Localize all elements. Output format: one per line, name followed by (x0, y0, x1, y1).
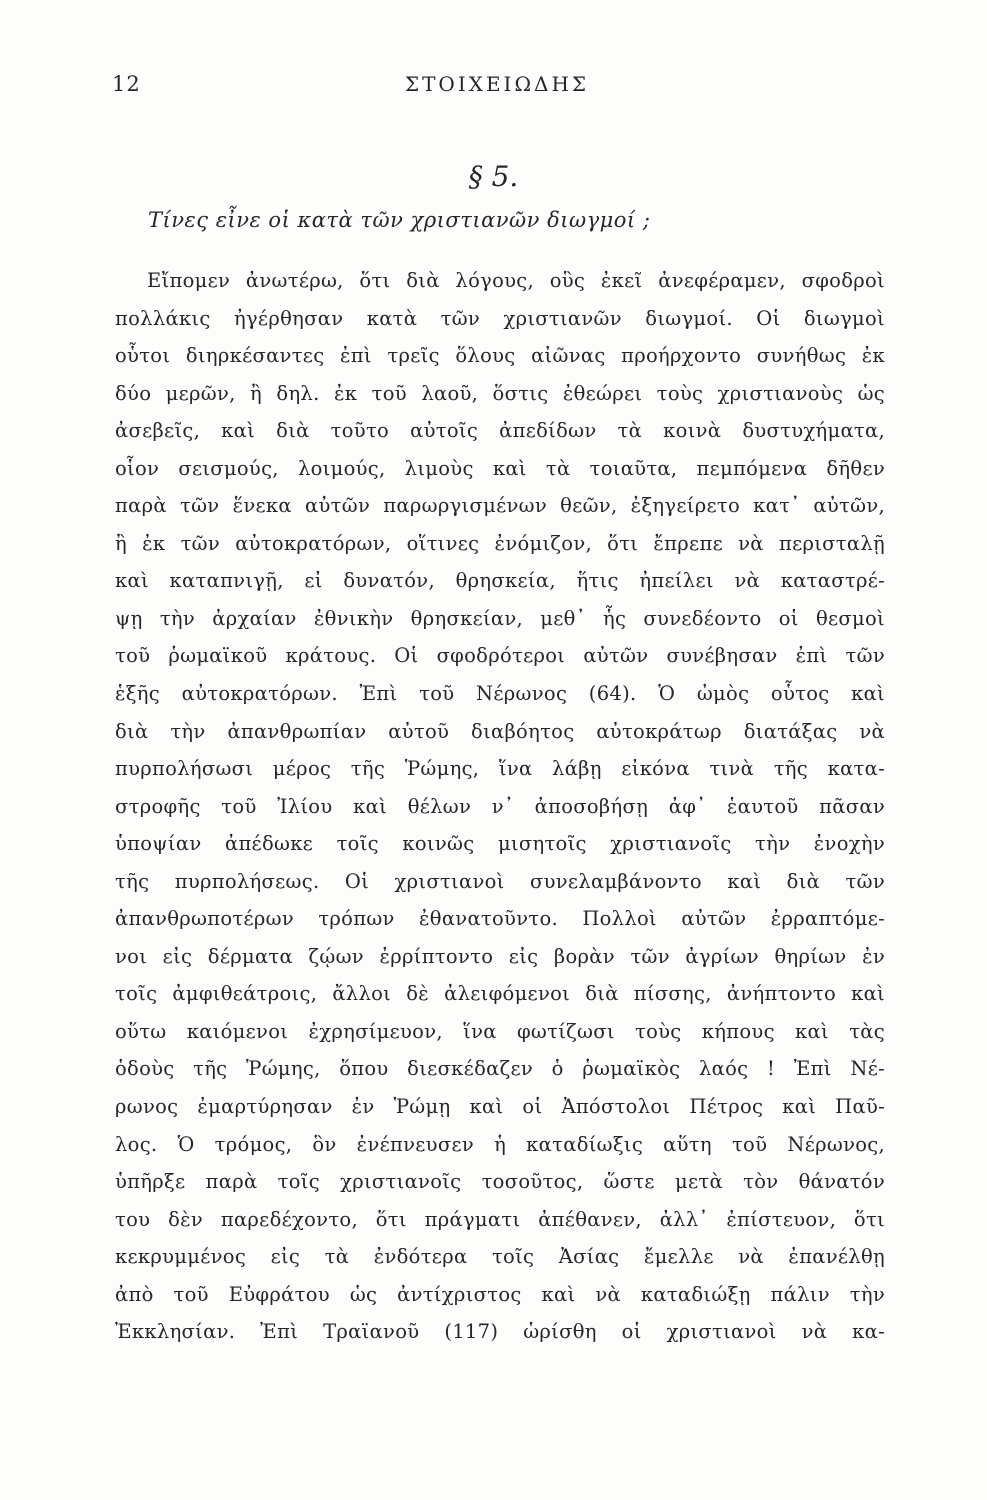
text-line: ὑποψίαν ἀπέδωκε τοῖς κοινῶς μισητοῖς χριστιανοῖς τὴν ἐνοχὴν (115, 832, 885, 856)
text-line: τοῦ ῥωμαϊκοῦ κράτους. Οἱ σφοδρότεροι αὐτῶν συνέβησαν ἐπὶ τῶν (115, 644, 885, 668)
body-text (115, 262, 885, 1351)
text-line: ἀπανθρωποτέρων τρόπων ἐθανατοῦντο. Πολλοὶ αὐτῶν ἐρραπτόμε- (115, 907, 885, 931)
text-line: ἢ ἐκ τῶν αὐτοκρατόρων, οἵτινες ἐνόμιζον, ὅτι ἔπρεπε νὰ περισταλῇ (115, 531, 885, 555)
text-line: του δὲν παρεδέχοντο, ὅτι πράγματι ἀπέθανεν, ἀλλ᾽ ἐπίστευον, ὅτι (115, 1207, 885, 1231)
text-line: στροφῆς τοῦ Ἰλίου καὶ θέλων ν᾽ ἀποσοβήσῃ ἀφ᾽ ἑαυτοῦ πᾶσαν (115, 794, 885, 818)
text-line: ὑπῆρξε παρὰ τοῖς χριστιανοῖς τοσοῦτος, ὥστε μετὰ τὸν θάνατόν (115, 1170, 885, 1194)
page-number: 12 (112, 72, 141, 96)
text-line: οὕτω καιόμενοι ἐχρησίμευον, ἵνα φωτίζωσι τοὺς κήπους καὶ τὰς (115, 1019, 885, 1043)
text-line: ψῃ τὴν ἀρχαίαν ἐθνικὴν θρησκείαν, μεθ᾽ ἧς συνεδέοντο οἱ θεσμοὶ (115, 606, 885, 630)
text-line: οἷον σεισμούς, λοιμούς, λιμοὺς καὶ τὰ τοιαῦτα, πεμπόμενα δῆθεν (115, 456, 885, 480)
text-line: οὗτοι διηρκέσαντες ἐπὶ τρεῖς ὅλους αἰῶνας προήρχοντο συνήθως ἐκ (115, 344, 885, 368)
text-line: διὰ τὴν ἀπανθρωπίαν αὐτοῦ διαβόητος αὐτοκράτωρ διατάξας νὰ (115, 719, 885, 743)
book-title: ΣΤΟΙΧΕΙΩΔΗΣ (404, 72, 590, 96)
text-line: ἀσεβεῖς, καὶ διὰ τοῦτο αὐτοῖς ἀπεδίδων τὰ κοινὰ δυστυχήματα, (115, 419, 885, 443)
text-line: τοῖς ἀμφιθεάτροις, ἄλλοι δὲ ἀλειφόμενοι διὰ πίσσης, ἀνήπτοντο καὶ (115, 982, 885, 1006)
text-line: νοι εἰς δέρματα ζῴων ἐρρίπτοντο εἰς βορὰν τῶν ἀγρίων θηρίων ἐν (115, 944, 885, 968)
text-line: καὶ καταπνιγῇ, εἰ δυνατόν, θρησκεία, ἥτις ἠπείλει νὰ καταστρέ- (115, 569, 885, 593)
text-line: λος. Ὁ τρόμος, ὃν ἐνέπνευσεν ἡ καταδίωξις αὕτη τοῦ Νέρωνος, (115, 1132, 885, 1156)
running-head (112, 72, 882, 102)
text-line: κεκρυμμένος εἰς τὰ ἐνδότερα τοῖς Ἀσίας ἔμελλε νὰ ἐπανέλθῃ (115, 1245, 885, 1269)
text-line: δύο μερῶν, ἢ δηλ. ἐκ τοῦ λαοῦ, ὅστις ἐθεώρει τοὺς χριστιανοὺς ὡς (115, 381, 885, 405)
text-line: τῆς πυρπολήσεως. Οἱ χριστιανοὶ συνελαμβάνοντο καὶ διὰ τῶν (115, 869, 885, 893)
text-line: παρὰ τῶν ἕνεκα αὐτῶν παρωργισμένων θεῶν, ἐξηγείρετο κατ᾽ αὐτῶν, (115, 494, 885, 518)
text-line: ὁδοὺς τῆς Ῥώμης, ὅπου διεσκέδαζεν ὁ ῥωμαϊκὸς λαός ! Ἐπὶ Νέ- (115, 1057, 885, 1081)
text-line: Ἐκκλησίαν. Ἐπὶ Τραϊανοῦ (117) ὡρίσθη οἱ χριστιανοὶ νὰ κα- (115, 1320, 885, 1344)
text-line: ἀπὸ τοῦ Εὐφράτου ὡς ἀντίχριστος καὶ νὰ καταδιώξῃ πάλιν τὴν (115, 1282, 885, 1306)
text-line: Εἴπομεν ἀνωτέρω, ὅτι διὰ λόγους, οὓς ἐκεῖ ἀνεφέραμεν, σφοδροὶ (147, 269, 885, 292)
text-line: πυρπολήσωσι μέρος τῆς Ῥώμης, ἵνα λάβῃ εἰκόνα τινὰ τῆς κατα- (115, 757, 885, 781)
section-heading: § 5. (468, 160, 519, 193)
section-question: Τίνες εἶνε οἱ κατὰ τῶν χριστιανῶν διωγμοί ; (148, 208, 651, 232)
text-line: ἑξῆς αὐτοκρατόρων. Ἐπὶ τοῦ Νέρωνος (64). Ὁ ὠμὸς οὗτος καὶ (115, 682, 885, 706)
text-line: ρωνος ἐμαρτύρησαν ἐν Ῥώμῃ καὶ οἱ Ἀπόστολοι Πέτρος καὶ Παῦ- (115, 1095, 885, 1119)
text-line: πολλάκις ἠγέρθησαν κατὰ τῶν χριστιανῶν διωγμοί. Οἱ διωγμοὶ (115, 306, 885, 330)
